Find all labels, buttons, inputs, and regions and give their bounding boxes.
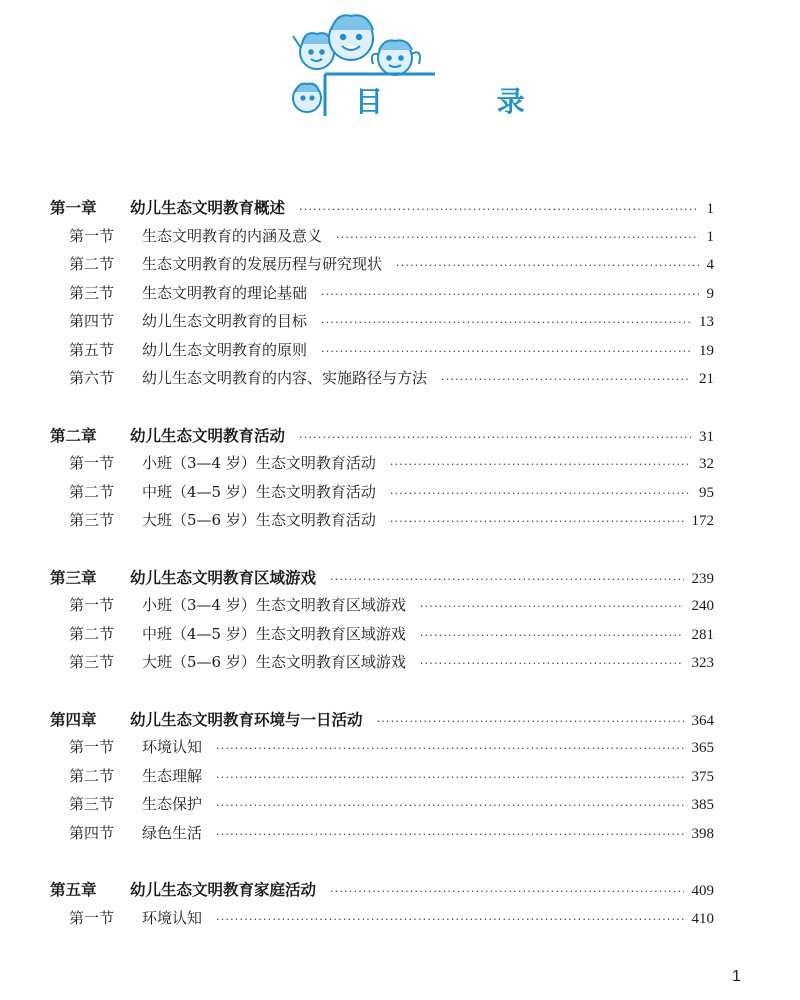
section-number: 第一节 [69, 454, 115, 472]
chapter-block [50, 878, 714, 935]
toc-chapter-entry[interactable] [50, 424, 714, 453]
section-page-number: 385 [691, 797, 714, 813]
section-title: 环境认知 [142, 908, 203, 927]
section-title: 生态文明教育的发展历程与研究现状 [142, 255, 383, 273]
chapter-page-number: 239 [691, 570, 714, 587]
section-title: 大班（5—6 岁）生态文明教育活动 [142, 511, 376, 529]
section-number: 第一节 [69, 908, 115, 927]
section-number: 第三节 [69, 795, 115, 813]
section-page-number: 410 [691, 910, 714, 927]
dot-leader [216, 771, 683, 784]
toc-section-entry[interactable] [50, 452, 714, 481]
chapter-number: 第四章 [50, 710, 97, 729]
section-page-number: 1 [706, 228, 714, 245]
dot-leader [299, 203, 698, 216]
toc-section-entry[interactable] [50, 282, 714, 311]
section-title: 小班（3—4 岁）生态文明教育活动 [142, 454, 376, 472]
toc-chapter-entry[interactable] [50, 878, 714, 907]
toc-section-entry[interactable] [50, 339, 714, 368]
toc-section-entry[interactable] [50, 310, 714, 339]
page-header [285, 8, 577, 120]
dot-leader [390, 458, 691, 471]
section-page-number: 95 [699, 484, 714, 501]
dot-leader [321, 288, 698, 301]
page-number: 1 [732, 968, 741, 985]
section-number: 第三节 [69, 511, 115, 529]
chapter-page-number: 1 [706, 201, 714, 217]
section-page-number: 21 [699, 371, 714, 387]
section-title: 幼儿生态文明教育的目标 [142, 312, 308, 330]
toc-chapter-entry[interactable] [50, 708, 714, 737]
dot-leader [396, 259, 698, 272]
table-of-contents [50, 196, 714, 963]
chapter-block [50, 424, 714, 538]
chapter-block [50, 566, 714, 680]
dot-leader [216, 742, 683, 755]
section-title: 幼儿生态文明教育的内容、实施路径与方法 [142, 369, 428, 387]
section-page-number: 323 [691, 655, 714, 671]
toc-section-entry[interactable] [50, 765, 714, 794]
section-page-number: 172 [691, 513, 714, 529]
dot-leader [336, 231, 698, 244]
chapter-number: 第一章 [50, 199, 97, 217]
chapter-page-number: 364 [691, 712, 714, 729]
toc-section-entry[interactable] [50, 822, 714, 851]
dot-leader [390, 487, 691, 500]
toc-section-entry[interactable] [50, 793, 714, 822]
dot-leader [216, 828, 683, 841]
toc-section-entry[interactable] [50, 509, 714, 538]
section-title: 生态文明教育的理论基础 [142, 283, 308, 302]
dot-leader [441, 373, 691, 386]
section-page-number: 32 [699, 456, 714, 472]
toc-section-entry[interactable] [50, 225, 714, 254]
toc-section-entry[interactable] [50, 481, 714, 510]
chapter-title: 幼儿生态文明教育概述 [130, 199, 286, 217]
section-title: 环境认知 [142, 738, 203, 756]
dot-leader [321, 316, 691, 329]
section-title: 生态理解 [142, 766, 203, 785]
chapter-number: 第五章 [50, 881, 97, 899]
dot-leader [321, 345, 691, 358]
dot-leader [420, 657, 684, 670]
chapter-title: 幼儿生态文明教育家庭活动 [130, 881, 317, 899]
section-title: 中班（4—5 岁）生态文明教育区域游戏 [142, 624, 406, 643]
section-title: 中班（4—5 岁）生态文明教育活动 [142, 482, 376, 501]
section-number: 第二节 [69, 766, 115, 785]
dot-leader [299, 431, 691, 444]
section-page-number: 398 [691, 825, 714, 842]
section-page-number: 375 [691, 768, 714, 785]
section-number: 第三节 [69, 653, 115, 671]
section-number: 第三节 [69, 283, 115, 302]
toc-section-entry[interactable] [50, 907, 714, 936]
chapter-title: 幼儿生态文明教育活动 [130, 426, 286, 445]
section-title: 幼儿生态文明教育的原则 [142, 340, 308, 359]
chapter-block [50, 708, 714, 851]
section-page-number: 240 [691, 598, 714, 614]
toc-section-entry[interactable] [50, 651, 714, 680]
section-number: 第五节 [69, 340, 115, 359]
section-title: 生态保护 [142, 795, 203, 813]
section-number: 第四节 [69, 823, 115, 842]
section-page-number: 19 [699, 342, 714, 359]
section-page-number: 365 [691, 740, 714, 756]
toc-section-entry[interactable] [50, 253, 714, 282]
section-number: 第一节 [69, 226, 115, 245]
chapter-number: 第三章 [50, 568, 97, 587]
section-title: 小班（3—4 岁）生态文明教育区域游戏 [142, 596, 406, 614]
toc-chapter-entry[interactable] [50, 196, 714, 225]
toc-section-entry[interactable] [50, 594, 714, 623]
section-number: 第二节 [69, 482, 115, 501]
dot-leader [216, 913, 683, 926]
section-page-number: 281 [691, 626, 714, 643]
chapter-block [50, 196, 714, 396]
toc-section-entry[interactable] [50, 736, 714, 765]
dot-leader [420, 600, 684, 613]
section-page-number: 9 [706, 285, 714, 302]
section-title: 大班（5—6 岁）生态文明教育区域游戏 [142, 653, 406, 671]
chapter-page-number: 31 [699, 428, 714, 445]
section-page-number: 4 [706, 257, 714, 273]
section-number: 第一节 [69, 738, 115, 756]
dot-leader [330, 885, 683, 898]
section-number: 第二节 [69, 624, 115, 643]
dot-leader [330, 573, 683, 586]
section-page-number: 13 [699, 314, 714, 330]
page-title: 目 录 [355, 85, 577, 118]
dot-leader [420, 629, 684, 642]
section-number: 第一节 [69, 596, 115, 614]
toc-chapter-entry[interactable] [50, 566, 714, 595]
dot-leader [390, 515, 684, 528]
dot-leader [216, 799, 683, 812]
section-number: 第二节 [69, 255, 115, 273]
chapter-number: 第二章 [50, 426, 97, 445]
dot-leader [377, 715, 684, 728]
chapter-page-number: 409 [691, 883, 714, 899]
section-title: 生态文明教育的内涵及意义 [142, 226, 323, 245]
chapter-title: 幼儿生态文明教育环境与一日活动 [130, 710, 363, 729]
section-number: 第六节 [69, 369, 115, 387]
section-number: 第四节 [69, 312, 115, 330]
section-title: 绿色生活 [142, 823, 203, 842]
chapter-title: 幼儿生态文明教育区域游戏 [130, 568, 317, 587]
toc-section-entry[interactable] [50, 367, 714, 396]
toc-section-entry[interactable] [50, 623, 714, 652]
